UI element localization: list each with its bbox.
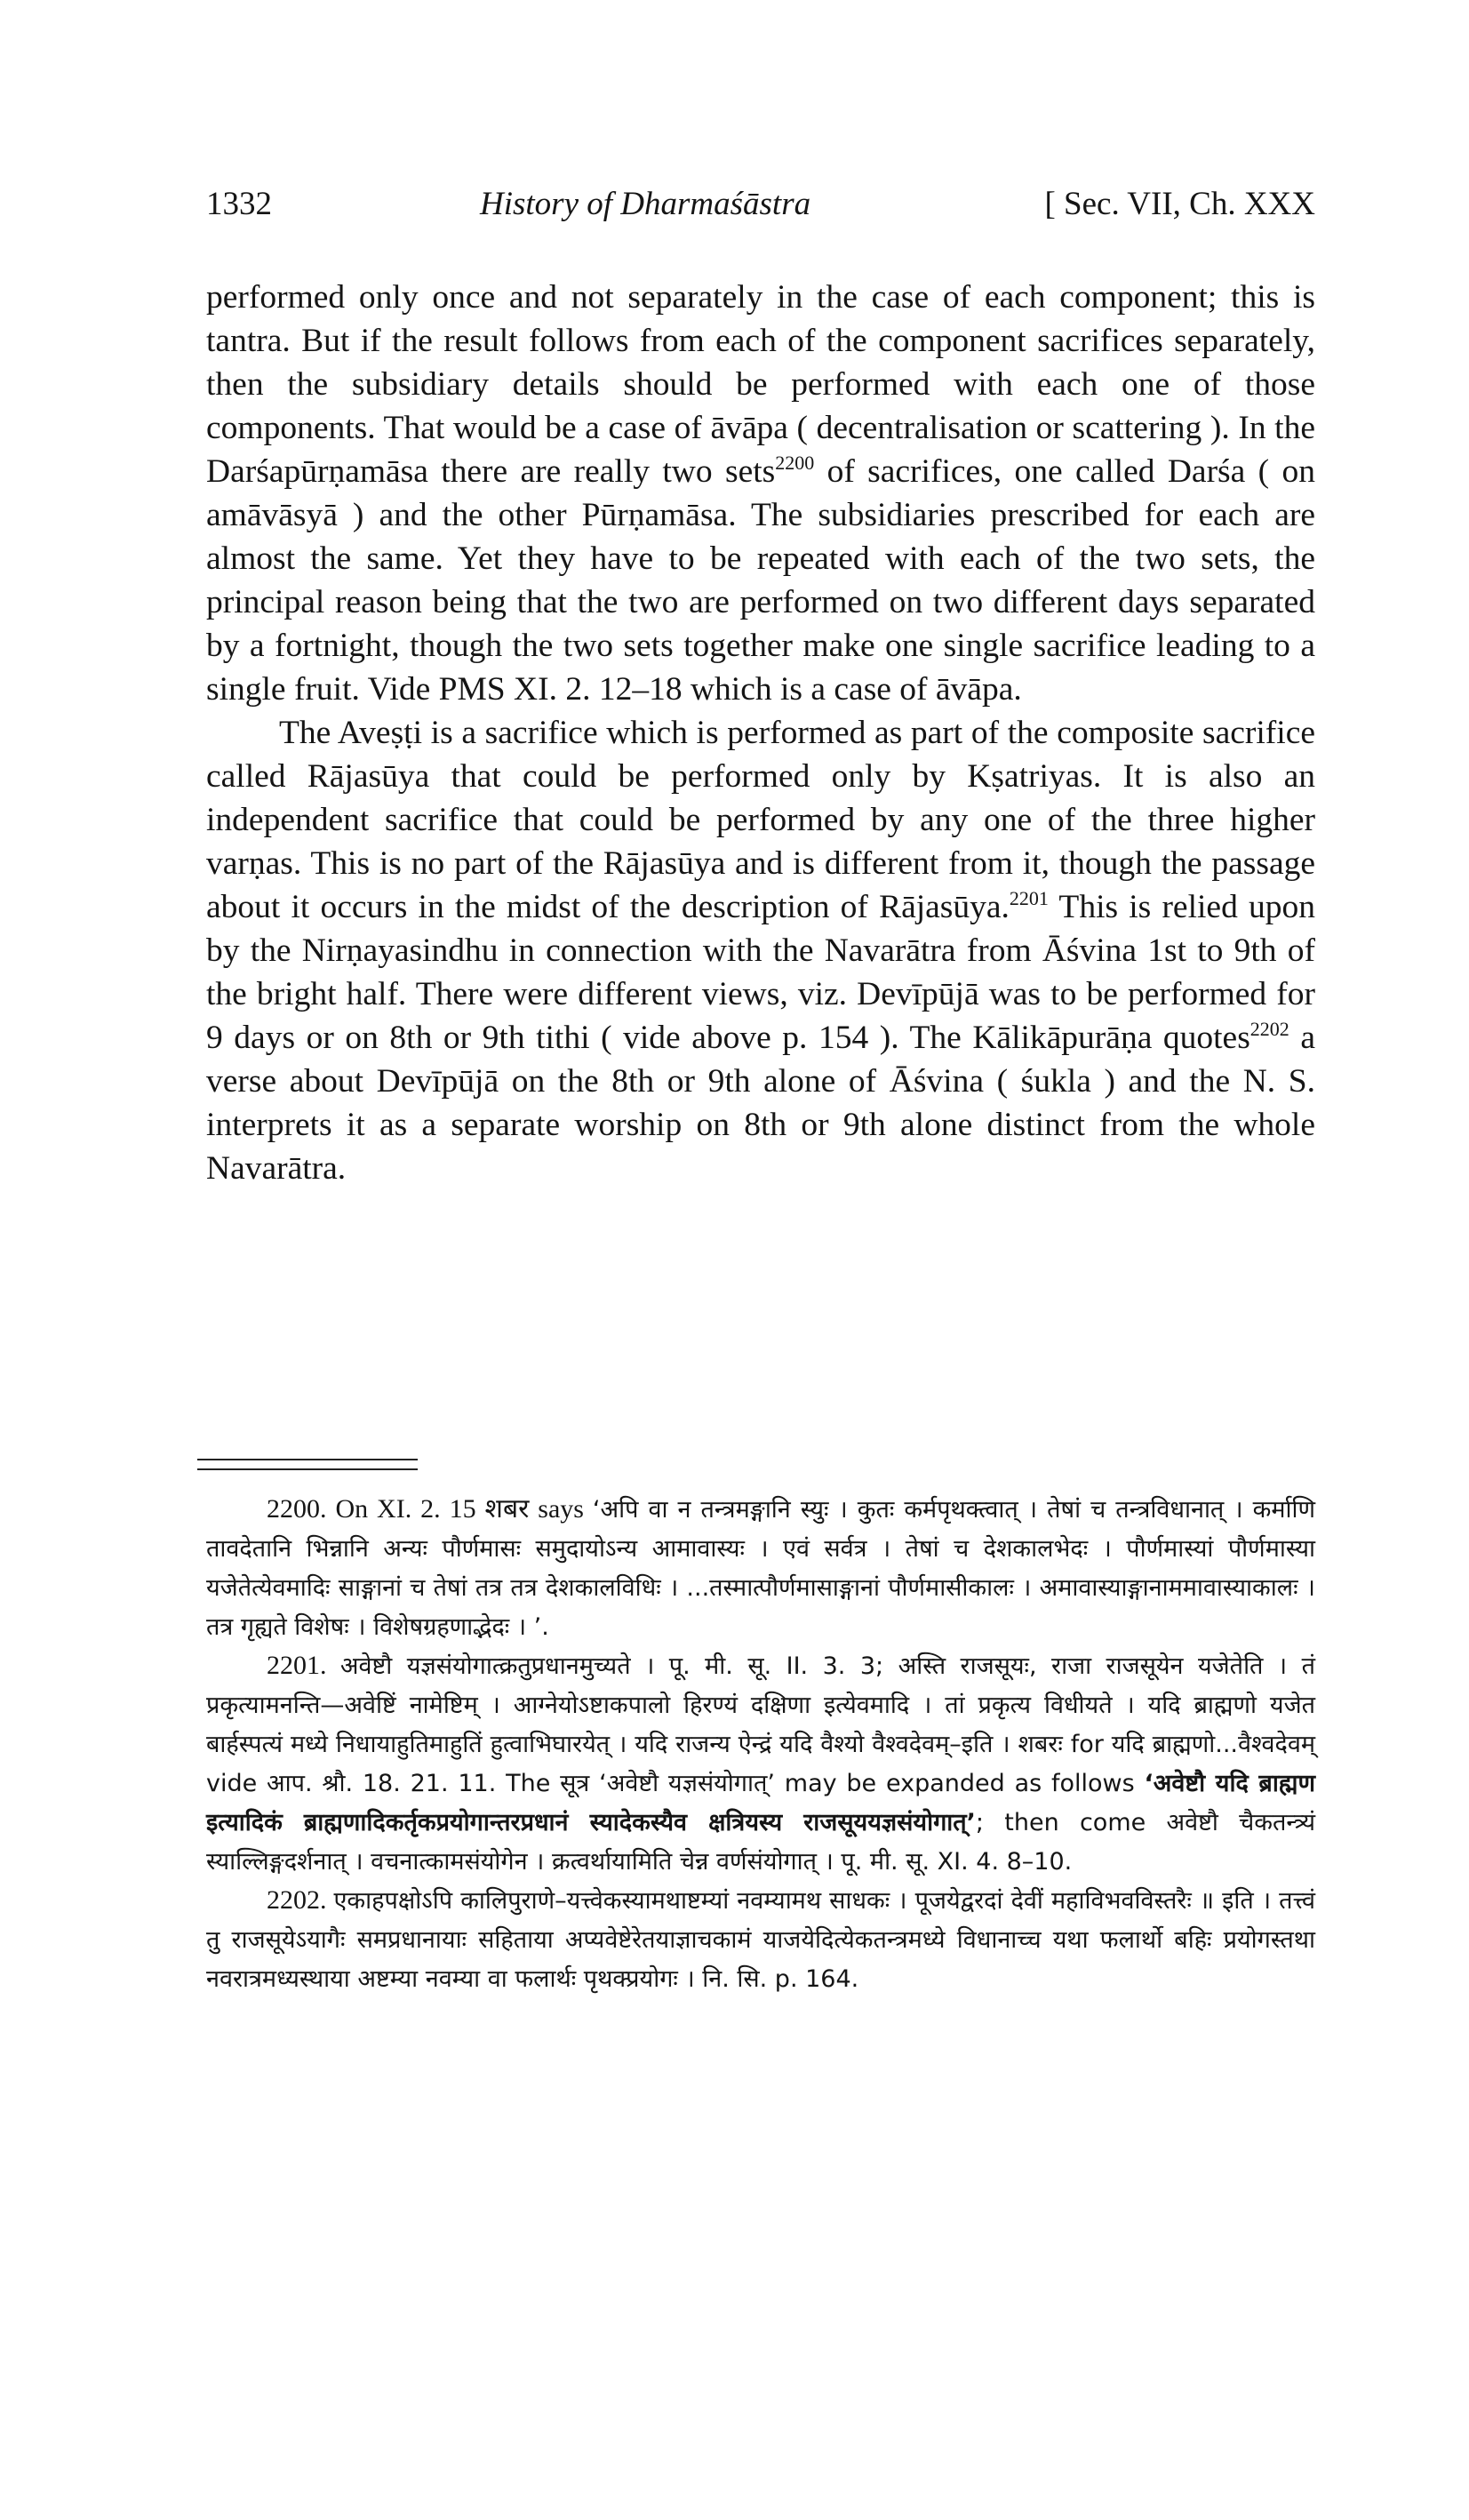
footnote-2201 <box>206 1646 1315 1881</box>
page-number: 1332 <box>206 186 272 222</box>
footnotes <box>206 1490 1315 1998</box>
footnote-number: 2201. <box>267 1651 327 1680</box>
footnote-2201-text: अवेष्टौ यज्ञसंयोगात्क्रतुप्रधानमुच्यते । पू. मी. सू. II. 3. 3; अस्ति राजसूयः, राजा राजसूयेन यजेतेति । तं प्रकृत्यामनन्ति—अवेष्टिं नामेष्टिम् । आग्नेयोऽष्टाकपालो हिरण्यं दक्षिणा इत्येवमादि । तां प्रकृत्य विधीयते । यदि ब्राह्मणो यजेत बार्हस्पत्यं मध्ये निधायाहुतिमाहुतिं हुत्वाभिघारयेत् । यदि राजन्य ऐन्द्रं यदि वैश्यो वैश्वदेवम्–इति । शबरः for यदि ब्राह्मणो...वैश्वदेवम् vide आप. श्रौ. 18. 21. 11. The सूत्र ‘अवेष्टौ यज्ञसंयोगात्’ may be expanded as follows <box>206 1652 1316 1797</box>
footnote-rule <box>197 1459 418 1460</box>
note-ref-2200: 2200 <box>775 452 815 474</box>
paragraph-2-tail-2: a verse about Devīpūjā on the 8th or 9th alone of Āśvina ( śukla ) and the N. S. interprets it as a separate worship on 8th or 9th alone distinct from the whole Navarātra. <box>206 1020 1315 1187</box>
paragraph-1-text: performed only once and not separately in the case of each component; this is tantra. But if the result follows from each of the component sacrifices separately, then the subsidiary details should be performed with each one of those components. That would be a case of āvāpa ( decentralisation or scattering ). In the Darśapūrṇamāsa there are really two sets <box>206 279 1315 490</box>
note-ref-2202: 2202 <box>1249 1018 1289 1040</box>
paragraph-2-tail: This is relied upon by the Nirṇayasindhu in connection with the Navarātra from Āśvina 1st to 9th of the bright half. There were different views, viz. Devīpūjā was to be performed for 9 days or on 8th or 9th tithi ( vide above p. 154 ). The Kālikāpurāṇa quotes <box>206 889 1315 1056</box>
paragraph-1 <box>206 276 1315 711</box>
footnote-2201-tail: ; then come अवेष्टौ चैकतन्त्र्यं स्याल्लिङ्गदर्शनात् । वचनात्कामसंयोगेन । क्रत्वर्थायामिति चेन्न वर्णसंयोगात् । पू. मी. सू. XI. 4. 8–10. <box>206 1809 1315 1876</box>
section-label: [ Sec. VII, Ch. XXX <box>1044 186 1315 222</box>
footnote-2200-intro: On XI. 2. 15 शबर says <box>335 1494 593 1524</box>
main-text <box>206 276 1315 1190</box>
footnote-2202-text: एकाहपक्षोऽपि कालिपुराणे–यत्त्वेकस्यामथाष्टम्यां नवम्यामथ साधकः । पूजयेद्वरदां देवीं महाविभवविस्तरैः ॥ इति । तत्त्वं तु राजसूयेऽयागैः समप्रधानायाः सहिताया अप्यवेष्टेरेतयाज्ञाचकामं याजयेदित्येकतन्त्रमध्ये विधानाच्च यथा फलार्थो बहिः प्रयोगस्तथा नवरात्रमध्यस्थाया अष्टम्या नवम्या वा फलार्थः पृथक्प्रयोगः । नि. सि. p. 164. <box>206 1887 1316 1993</box>
footnote-number: 2200. <box>267 1494 327 1524</box>
footnote-2201-expansion: ‘अवेष्टौ यदि ब्राह्मण इत्यादिकं ब्राह्मणादिकर्तृकप्रयोगान्तरप्रधानं स्यादेकस्यैव क्षत्रियस्य राजसूययज्ञसंयोगात्’ <box>206 1770 1315 1836</box>
footnote-rule-lower <box>197 1468 418 1470</box>
note-ref-2201: 2201 <box>1009 887 1049 909</box>
footnote-number: 2202. <box>267 1885 327 1915</box>
paragraph-1-tail: of sacrifices, one called Darśa ( on amāvāsyā ) and the other Pūrṇamāsa. The subsidiaries prescribed for each are almost the same. Yet they have to be repeated with each of the two sets, the principal reason being that the two are performed on two different days separated by a fortnight, though the two sets together make one single sacrifice leading to a single fruit. Vide PMS XI. 2. 12–18 which is a case of āvāpa. <box>206 453 1315 708</box>
paragraph-2 <box>206 711 1315 1190</box>
footnote-2200-quote: ‘अपि वा न तन्त्रमङ्गानि स्युः । कुतः कर्मपृथक्त्वात् । तेषां च तन्त्रविधानात् । कर्माणि तावदेतानि भिन्नानि अन्यः पौर्णमासः समुदायोऽन्य आमावास्यः । एवं सर्वत्र । तेषां च देशकालभेदः । पौर्णमास्यां पौर्णमास्या यजेतेत्येवमादिः साङ्गानां च तेषां तत्र तत्र देशकालविधिः । ...तस्मात्पौर्णमासाङ्गानां पौर्णमासीकालः । अमावास्याङ्गानाममावास्याकालः । तत्र गृह्यते विशेषः । विशेषग्रहणाद्भेदः । ’. <box>206 1496 1315 1641</box>
page-header <box>206 185 1315 238</box>
paragraph-2-text: The Aveṣṭi is a sacrifice which is performed as part of the composite sacrifice called Rājasūya that could be performed only by Kṣatriyas. It is also an independent sacrifice that could be performed by any one of the three higher varṇas. This is no part of the Rājasūya and is different from it, though the passage about it occurs in the midst of the description of Rājasūya. <box>206 715 1315 925</box>
footnote-2202 <box>206 1881 1315 1998</box>
running-title: History of Dharmaśāstra <box>480 186 811 222</box>
footnote-2200 <box>206 1490 1315 1646</box>
